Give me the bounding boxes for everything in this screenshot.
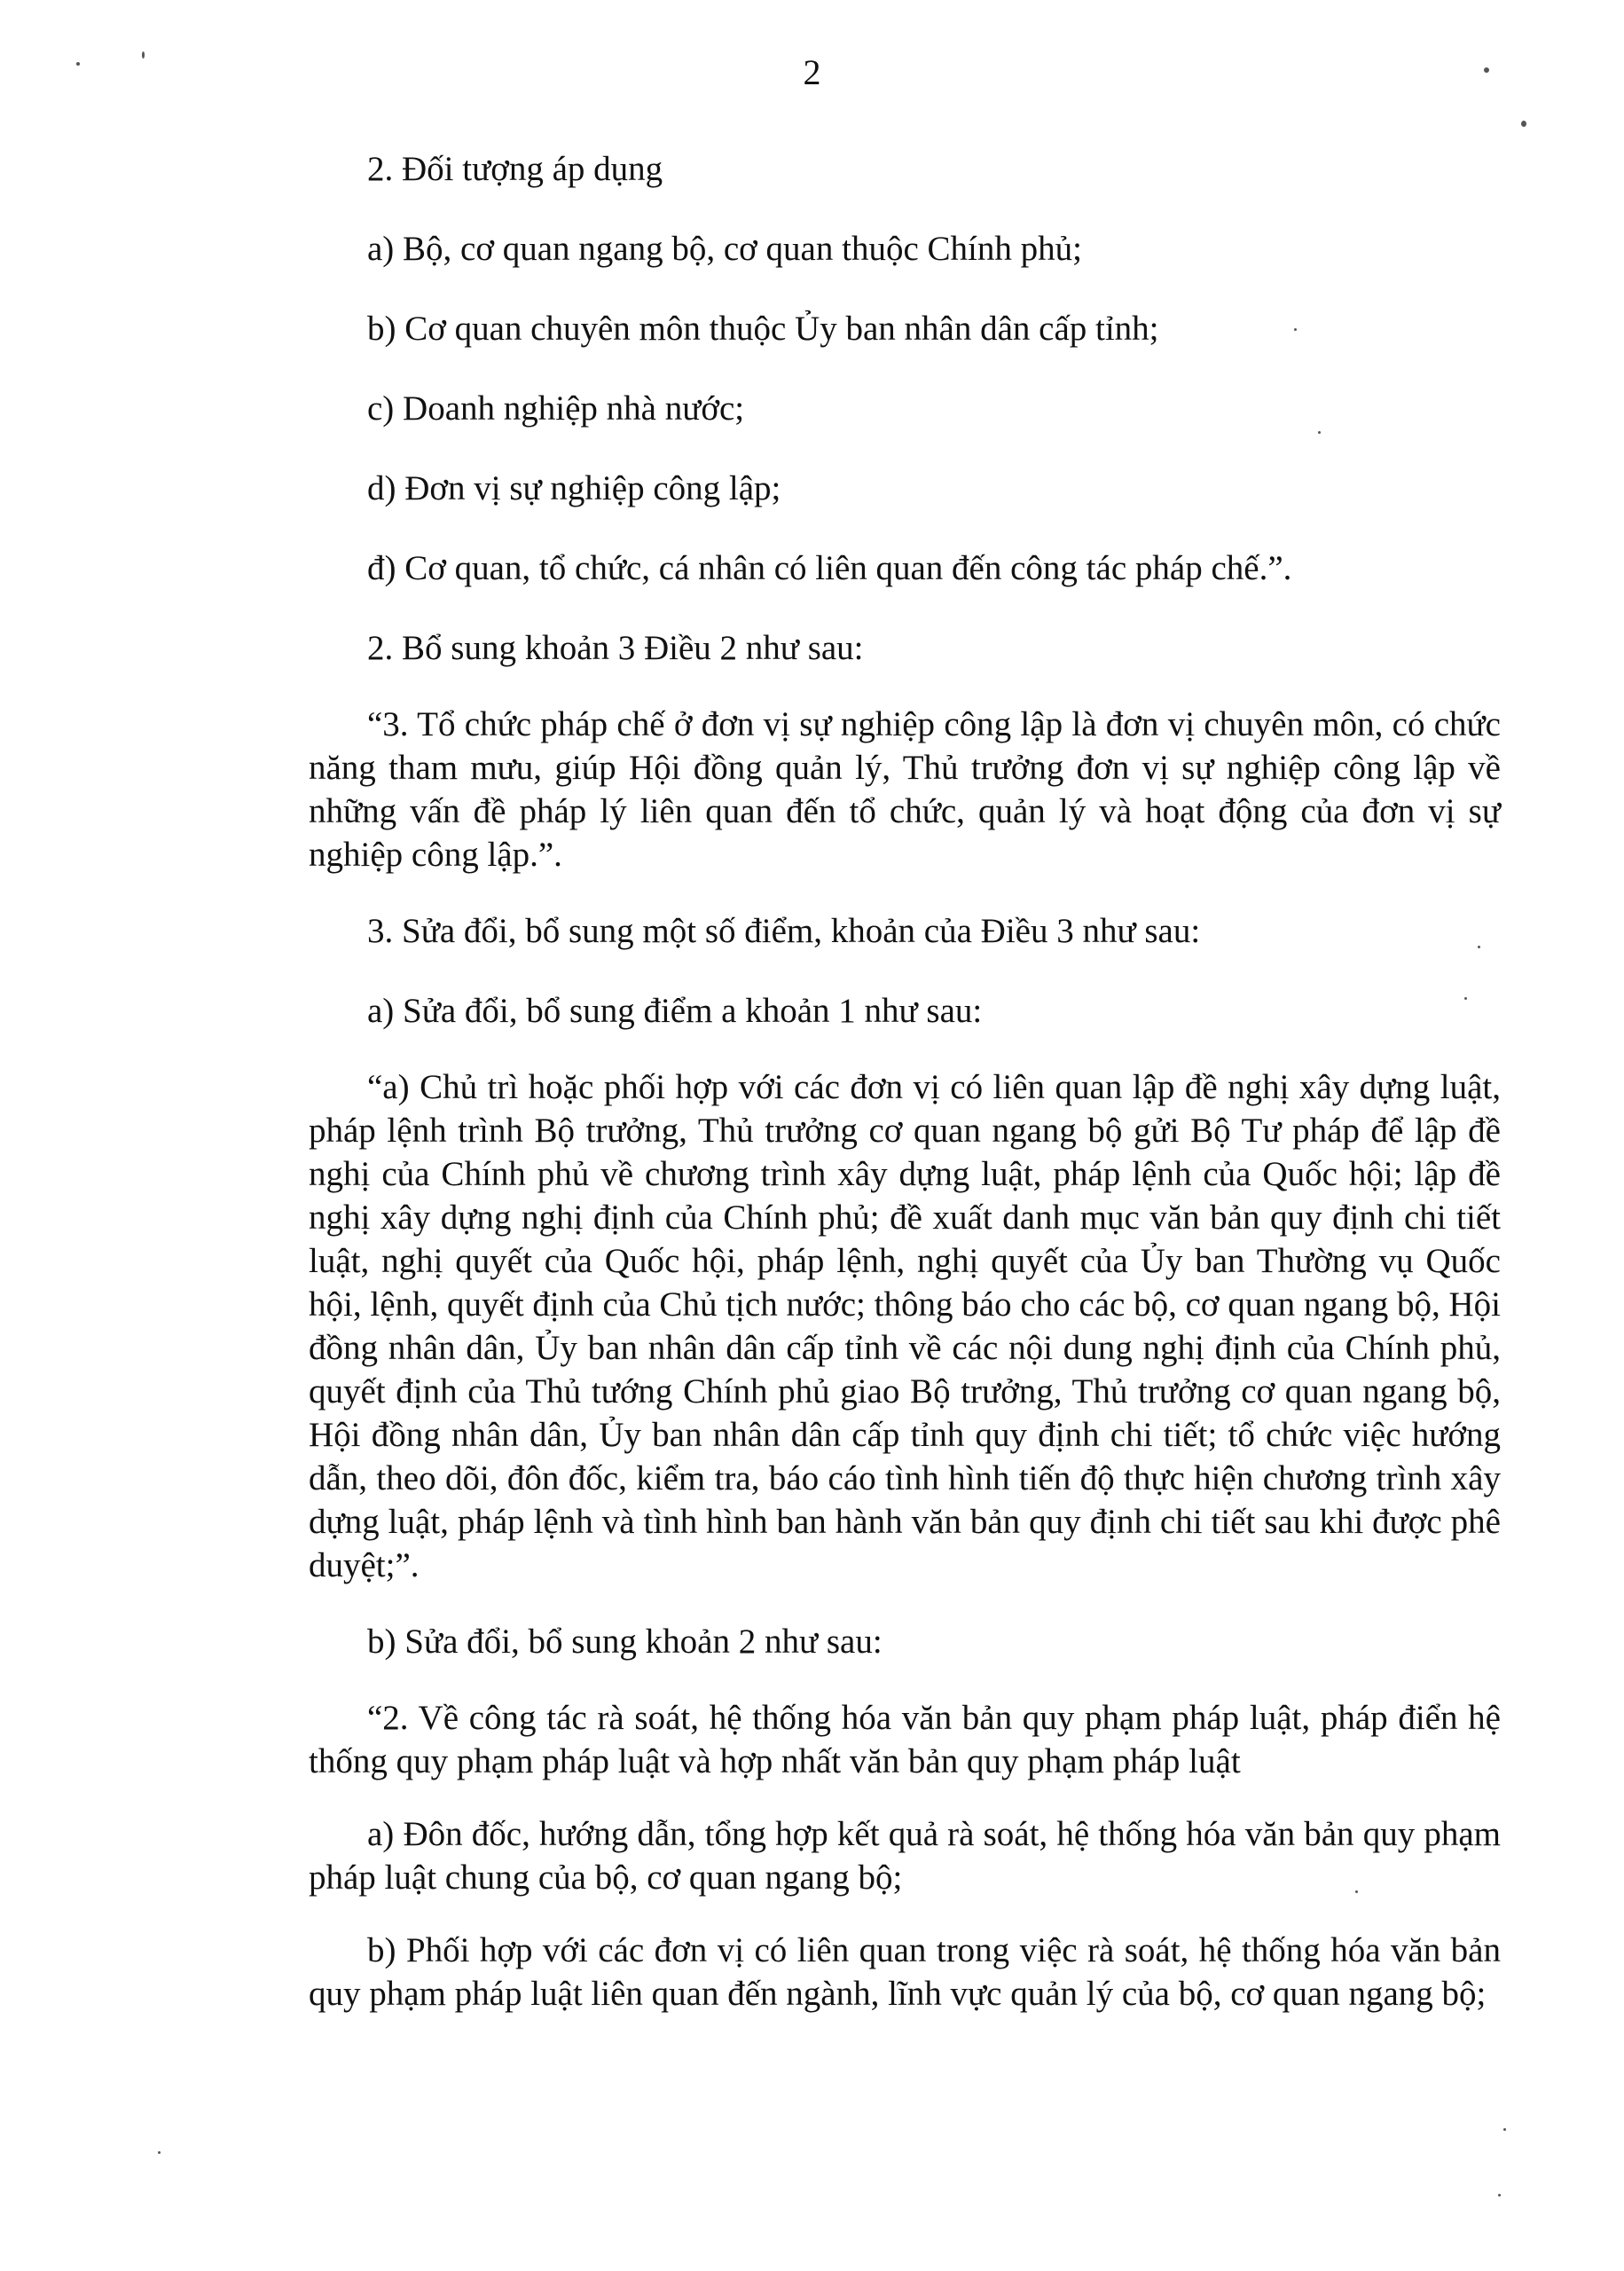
list-item: c) Doanh nghiệp nhà nước;: [367, 389, 745, 428]
scan-speck: [142, 51, 145, 59]
paragraph: a) Đôn đốc, hướng dẫn, tổng hợp kết quả rà soát, hệ thống hóa văn bản quy phạm pháp luật chung của bộ, cơ quan ngang bộ;: [309, 1815, 1501, 1897]
list-item: b) Cơ quan chuyên môn thuộc Ủy ban nhân dân cấp tỉnh;: [367, 310, 1159, 348]
document-body: [309, 144, 1501, 2045]
paragraph: “2. Về công tác rà soát, hệ thống hóa văn bản quy phạm pháp luật, pháp điển hệ thống quy phạm pháp luật và hợp nhất văn bản quy phạm pháp luật: [309, 1699, 1501, 1780]
scan-speck: [1484, 67, 1489, 73]
scan-speck: [76, 62, 80, 66]
scan-speck: [1521, 121, 1526, 127]
subsection-heading: b) Sửa đổi, bổ sung khoản 2 như sau:: [367, 1623, 883, 1661]
paragraph: “3. Tổ chức pháp chế ở đơn vị sự nghiệp công lập là đơn vị chuyên môn, có chức năng tham mưu, giúp Hội đồng quản lý, Thủ trưởng đơn vị sự nghiệp công lập về những vấn đề pháp lý liên quan đến tổ chức, quản lý và hoạt động của đơn vị sự nghiệp công lập.”.: [309, 705, 1501, 874]
scan-speck: [1503, 2128, 1506, 2131]
section-heading: 3. Sửa đổi, bổ sung một số điểm, khoản của Điều 3 như sau:: [367, 912, 1201, 950]
subsection-heading: a) Sửa đổi, bổ sung điểm a khoản 1 như sau:: [367, 992, 983, 1030]
scan-speck: [1318, 431, 1321, 434]
scan-speck: [1464, 997, 1467, 1000]
page-number: 2: [803, 52, 821, 92]
scan-speck: [1294, 328, 1297, 331]
scan-speck: [1498, 2194, 1501, 2196]
scan-speck: [158, 2151, 161, 2154]
section-heading: 2. Bổ sung khoản 3 Điều 2 như sau:: [367, 629, 864, 667]
paragraph: b) Phối hợp với các đơn vị có liên quan trong việc rà soát, hệ thống hóa văn bản quy phạm pháp luật liên quan đến ngành, lĩnh vực quản lý của bộ, cơ quan ngang bộ;: [309, 1931, 1501, 2013]
paragraph: “a) Chủ trì hoặc phối hợp với các đơn vị có liên quan lập đề nghị xây dựng luật, pháp lệnh trình Bộ trưởng, Thủ trưởng cơ quan ngang bộ gửi Bộ Tư pháp để lập đề nghị của Chính phủ về chương trình xây dựng luật, pháp lệnh của Quốc hội; lập đề nghị xây dựng nghị định của Chính phủ; đề xuất danh mục văn bản quy định chi tiết luật, nghị quyết của Quốc hội, pháp lệnh, nghị quyết của Ủy ban Thường vụ Quốc hội, lệnh, quyết định của Chủ tịch nước; thông báo cho các bộ, cơ quan ngang bộ, Hội đồng nhân dân, Ủy ban nhân dân cấp tỉnh về các nội dung nghị định của Chính phủ, quyết định của Thủ tướng Chính phủ giao Bộ trưởng, Thủ trưởng cơ quan ngang bộ, Hội đồng nhân dân, Ủy ban nhân dân cấp tỉnh quy định chi tiết; tổ chức việc hướng dẫn, theo dõi, đôn đốc, kiểm tra, báo cáo tình hình tiến độ thực hiện chương trình xây dựng luật, pháp lệnh và tình hình ban hành văn bản quy định chi tiết sau khi được phê duyệt;”.: [309, 1068, 1501, 1584]
scan-speck: [1478, 946, 1480, 948]
list-item: a) Bộ, cơ quan ngang bộ, cơ quan thuộc Chính phủ;: [367, 230, 1082, 268]
list-item: đ) Cơ quan, tổ chức, cá nhân có liên quan đến công tác pháp chế.”.: [367, 549, 1292, 587]
section-heading: 2. Đối tượng áp dụng: [367, 150, 663, 188]
list-item: d) Đơn vị sự nghiệp công lập;: [367, 469, 781, 507]
scan-speck: [1355, 1890, 1358, 1893]
